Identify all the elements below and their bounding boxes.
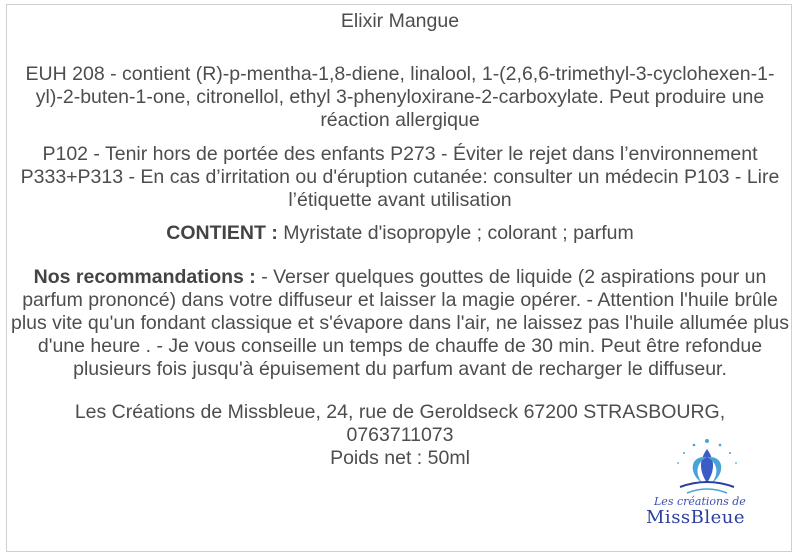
- contents-text: Myristate d'isopropyle ; colorant ; parfum: [277, 222, 634, 244]
- contents-label: CONTIENT :: [166, 222, 278, 244]
- logo-name-text: MissBleue: [646, 507, 746, 528]
- euh-statement: EUH 208 - contient (R)-p-mentha-1,8-diene, linalool, 1-(2,6,6-trimethyl-3-cyclohexen-1-yl)-2-buten-1-one, citronellol, ethyl 3-phenyloxirane-2-carboxylate. Peut produire une réaction allergique: [25, 63, 775, 131]
- recommendations-text: - Verser quelques gouttes de liquide (2 aspirations pour un parfum prononcé) dans votre diffuseur et laisser la magie opérer. - Attention l'huile brûle plus vite qu'un fondant classique et s'évapore dans l'air, ne laissez pas l'huile allumée plus d'une heure . - Je vous conseille un temps de chauffe de 30 min. Peut être refondue plusieurs fois jusqu'à épuisement du parfum avant de recharger le diffuseur.: [10, 266, 790, 380]
- missbleue-logo: [632, 433, 782, 533]
- contents-line: [8, 222, 792, 245]
- logo-script-text: Les créations de: [654, 495, 746, 508]
- net-weight: Poids net : 50ml: [330, 447, 470, 469]
- company-address: Les Créations de Missbleue, 24, rue de Geroldseck 67200 STRASBOURG,: [74, 401, 726, 423]
- recommendations-label: Nos recommandations :: [33, 266, 256, 288]
- company-phone: 0763711073: [346, 424, 454, 446]
- label-content: [8, 10, 792, 470]
- precautionary-statements: P102 - Tenir hors de portée des enfants P273 - Éviter le rejet dans l’environnement P333+P313 - En cas d’irritation ou d'éruption cutanée: consulter un médecin P103 - Lire l’étiquette avant utilisation: [20, 143, 780, 211]
- crown-flower-logo-icon: [632, 433, 782, 499]
- product-title: Elixir Mangue: [340, 10, 460, 32]
- recommendations: [8, 266, 792, 381]
